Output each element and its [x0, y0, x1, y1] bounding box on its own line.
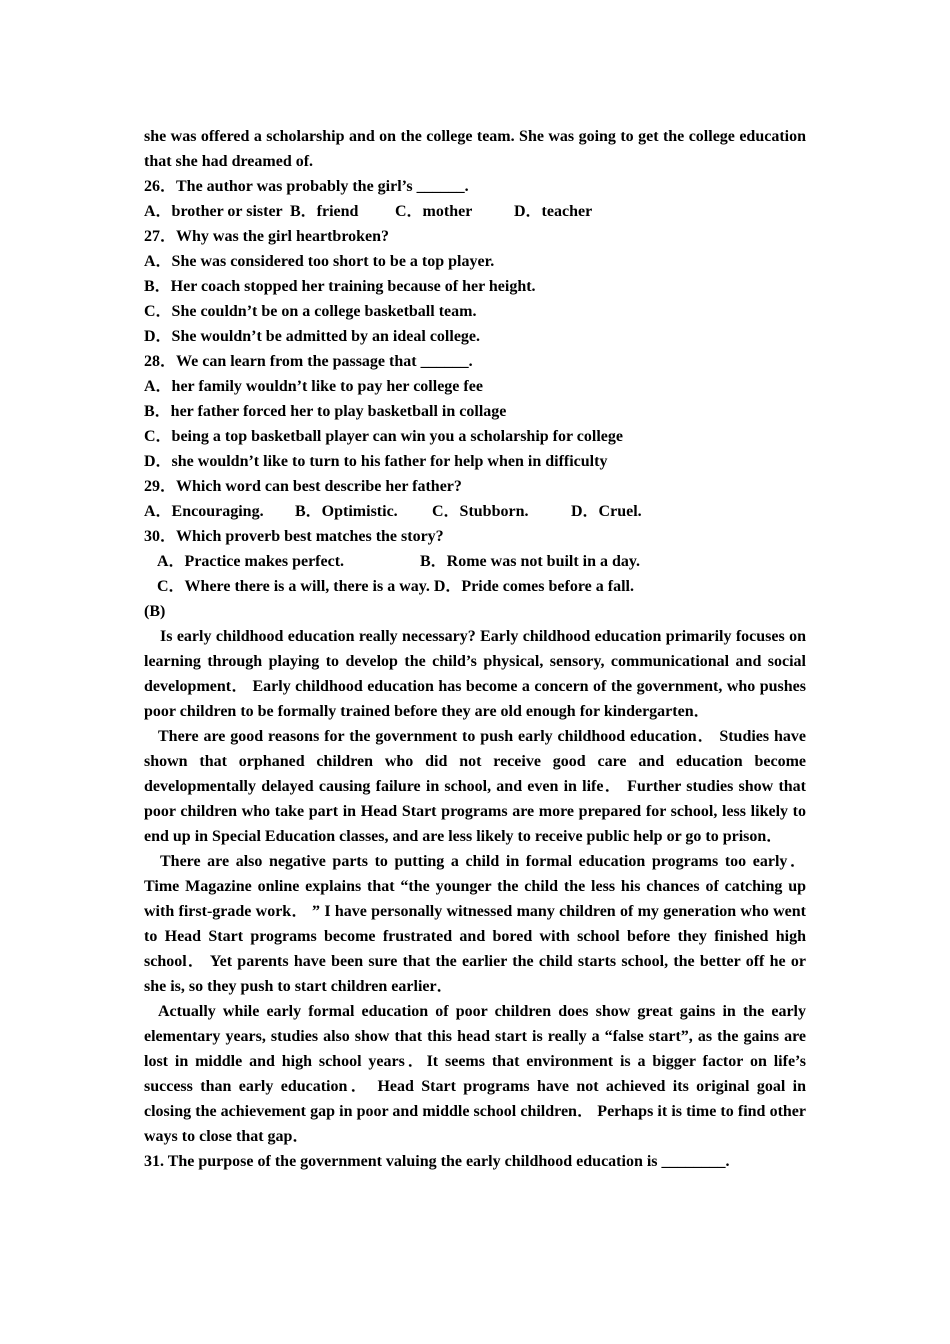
q29-option-a: A．Encouraging. — [144, 503, 264, 520]
q28-option-b: B．her father forced her to play basketball in collage — [144, 403, 507, 420]
q30-option-a: A．Practice makes perfect. — [157, 553, 345, 570]
q27-option-b: B．Her coach stopped her training because of her height. — [144, 278, 536, 295]
q29-option-d: D．Cruel. — [571, 503, 642, 520]
document-page — [144, 124, 806, 1174]
passage-b-paragraph-3: There are also negative parts to putting a child in formal education programs too early． Time Magazine online explains that “the younger the child the less his chances of catching up with first-grade work． ” I have personally witnessed many children of my generation who went to Head Start programs become frustrated and bored with school before they finished high school． Yet parents have been sure that the earlier the child starts school, the better off he or she is, so they push to start children earlier． — [144, 853, 807, 995]
q30-option-b: B．Rome was not built in a day. — [420, 553, 641, 570]
question-29-options — [144, 499, 806, 524]
passage-b-paragraph-4: Actually while early formal education of poor children does show great gains in the early elementary years, studies also show that this head start is really a “false start”, as the gains are lost in middle and high school years．It seems that environment is a bigger factor on life’s success than early education． Head Start programs have not achieved its original goal in closing the achievement gap in poor and middle school children． Perhaps it is time to find other ways to close that gap． — [144, 1003, 806, 1145]
q26-option-a: A．brother or sister — [144, 203, 283, 220]
section-b-heading: (B) — [144, 603, 166, 620]
question-30-options-row1 — [144, 549, 806, 574]
question-26-options — [144, 199, 806, 224]
question-29-stem: 29．Which word can best describe her father? — [144, 478, 462, 495]
q27-option-d: D．She wouldn’t be admitted by an ideal college. — [144, 328, 481, 345]
q27-option-a: A．She was considered too short to be a top player. — [144, 253, 495, 270]
q26-option-d: D．teacher — [514, 203, 593, 220]
q29-option-c: C．Stubborn. — [432, 503, 529, 520]
q28-option-a: A．her family wouldn’t like to pay her college fee — [144, 378, 483, 395]
q30-option-d: D．Pride comes before a fall. — [433, 578, 634, 595]
question-26-stem: 26．The author was probably the girl’s ______. — [144, 178, 469, 195]
question-31-stem: 31. The purpose of the government valuing the early childhood education is ________. — [144, 1153, 730, 1170]
q26-option-c: C．mother — [395, 203, 473, 220]
question-27-stem: 27．Why was the girl heartbroken? — [144, 228, 390, 245]
q28-option-c: C．being a top basketball player can win you a scholarship for college — [144, 428, 624, 445]
q28-option-d: D．she wouldn’t like to turn to his father for help when in difficulty — [144, 453, 608, 470]
passage-intro: she was offered a scholarship and on the college team. She was going to get the college education that she had dreamed of. — [144, 128, 806, 170]
q30-option-c: C．Where there is a will, there is a way. — [157, 578, 430, 595]
question-30-stem: 30．Which proverb best matches the story? — [144, 528, 444, 545]
q29-option-b: B．Optimistic. — [295, 503, 398, 520]
question-30-options-row2 — [144, 574, 806, 599]
q26-option-b: B．friend — [290, 203, 359, 220]
passage-b-paragraph-1: Is early childhood education really necessary? Early childhood education primarily focuses on learning through playing to develop the child’s physical, sensory, communicational and social development． Early childhood education has become a concern of the government, who pushes poor children to be formally trained before they are old enough for kindergarten． — [144, 628, 806, 720]
passage-b-paragraph-2: There are good reasons for the government to push early childhood education． Studies have shown that orphaned children who did not receive good care and education become developmentally delayed causing failure in school, and even in life． Further studies show that poor children who take part in Head Start programs are more prepared for school, less likely to end up in Special Education classes, and are less likely to receive public help or go to prison． — [144, 728, 806, 845]
question-28-stem: 28．We can learn from the passage that ______. — [144, 353, 473, 370]
q27-option-c: C．She couldn’t be on a college basketball team. — [144, 303, 477, 320]
